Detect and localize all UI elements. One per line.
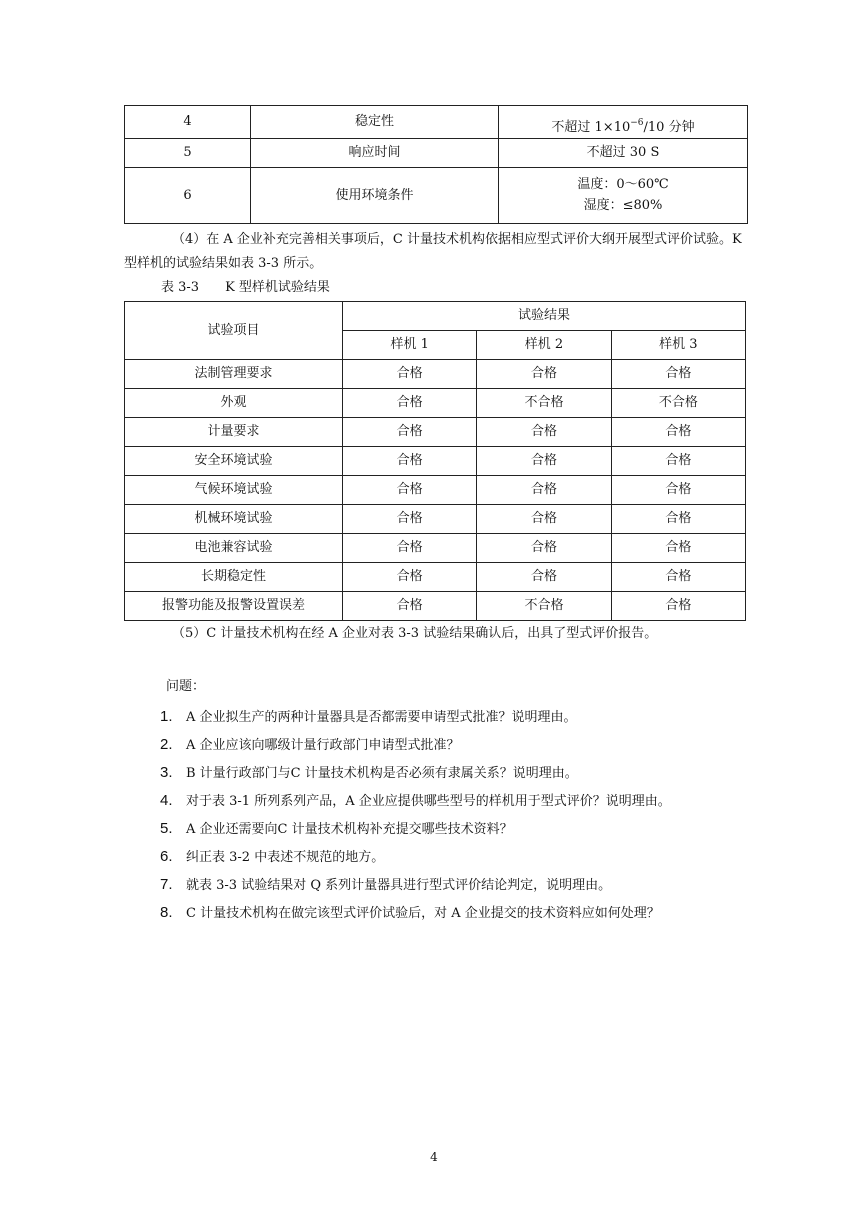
result-cell: 合格 [343,592,477,621]
question-number: 5. [160,820,173,837]
caption-label: 表 3-3 [161,280,200,295]
header-sample-1: 样机 1 [343,331,477,360]
test-item: 报警功能及报警设置误差 [125,592,343,621]
questions-list [160,703,671,927]
question-text: A 企业拟生产的两种计量器具是否都需要申请型式批准？说明理由。 [186,710,577,725]
result-cell: 合格 [611,563,745,592]
spec-item: 响应时间 [251,139,499,168]
table-row [125,592,746,621]
result-cell: 合格 [611,476,745,505]
table-row [125,447,746,476]
test-item: 计量要求 [125,418,343,447]
header-sample-2: 样机 2 [477,331,611,360]
test-item: 安全环境试验 [125,447,343,476]
result-cell: 不合格 [611,389,745,418]
test-item: 气候环境试验 [125,476,343,505]
paragraph-4: （4）在 A 企业补充完善相关事项后，C 计量技术机构依据相应型式评价大纲开展型式评价试验。K 型样机的试验结果如表 3-3 所示。 [124,232,742,271]
result-cell: 合格 [477,505,611,534]
question-item [160,899,671,927]
question-number: 8. [160,904,173,921]
header-test-results: 试验结果 [343,302,746,331]
test-item: 电池兼容试验 [125,534,343,563]
result-cell: 合格 [343,418,477,447]
table-caption [161,276,330,300]
result-cell: 不合格 [477,592,611,621]
question-item [160,787,671,815]
result-cell: 合格 [343,505,477,534]
question-item [160,815,671,843]
result-cell: 合格 [611,534,745,563]
spec-no: 4 [125,106,251,139]
question-text: A 企业还需要向C 计量技术机构补充提交哪些技术资料？ [186,822,513,837]
result-cell: 合格 [343,476,477,505]
spec-no: 6 [125,168,251,224]
result-cell: 合格 [477,360,611,389]
question-number: 3. [160,764,173,781]
table-row [125,418,746,447]
table-row [125,534,746,563]
result-cell: 合格 [343,360,477,389]
table-row [125,106,748,139]
test-item: 长期稳定性 [125,563,343,592]
question-number: 2. [160,736,173,753]
result-cell: 合格 [611,418,745,447]
question-text: 就表 3-3 试验结果对 Q 系列计量器具进行型式评价结论判定，说明理由。 [186,878,612,893]
test-item: 法制管理要求 [125,360,343,389]
caption-title: K 型样机试验结果 [225,280,330,295]
table-row [125,505,746,534]
table-row [125,389,746,418]
result-cell: 合格 [343,534,477,563]
spec-item: 稳定性 [251,106,499,139]
spec-table [124,105,748,224]
result-cell: 不合格 [477,389,611,418]
question-text: A 企业应该向哪级计量行政部门申请型式批准？ [186,738,460,753]
result-cell: 合格 [611,505,745,534]
question-item [160,731,671,759]
questions-title: 问题： [166,679,206,694]
question-text: 对于表 3-1 所列系列产品，A 企业应提供哪些型号的样机用于型式评价？说明理由。 [186,794,671,809]
test-item: 机械环境试验 [125,505,343,534]
results-table [124,301,746,621]
result-cell: 合格 [477,418,611,447]
result-cell: 合格 [611,360,745,389]
question-number: 7. [160,876,173,893]
question-item [160,759,671,787]
table-row [125,168,748,224]
humidity-requirement: 湿度：≤80% [583,198,663,213]
question-item [160,871,671,899]
table-row [125,476,746,505]
question-item [160,703,671,731]
question-number: 6. [160,848,173,865]
result-cell: 合格 [343,389,477,418]
table-header-row [125,302,746,331]
spec-requirement: 不超过 $1\times 10^{-6}/10$ 分钟 [499,106,748,139]
question-number: 4. [160,792,173,809]
question-number: 1. [160,708,173,725]
table-row [125,360,746,389]
spec-requirement: 不超过 30 S [499,139,748,168]
result-cell: 合格 [343,563,477,592]
result-cell: 合格 [477,476,611,505]
table-row [125,139,748,168]
header-sample-3: 样机 3 [611,331,745,360]
spec-item: 使用环境条件 [251,168,499,224]
question-text: B 计量行政部门与C 计量技术机构是否必须有隶属关系？说明理由。 [186,766,578,781]
result-cell: 合格 [611,447,745,476]
temperature-requirement: 温度：0～60℃ [577,177,669,193]
page-number: 4 [430,1150,438,1164]
result-cell: 合格 [611,592,745,621]
result-cell: 合格 [343,447,477,476]
question-text: 纠正表 3-2 中表述不规范的地方。 [186,850,385,865]
header-test-item: 试验项目 [125,302,343,360]
test-item: 外观 [125,389,343,418]
result-cell: 合格 [477,534,611,563]
question-item [160,843,671,871]
paragraph-5: （5）C 计量技术机构在经 A 企业对表 3-3 试验结果确认后，出具了型式评价报告。 [172,626,658,641]
spec-no: 5 [125,139,251,168]
spec-requirement [499,168,748,224]
result-cell: 合格 [477,563,611,592]
result-cell: 合格 [477,447,611,476]
table-row [125,563,746,592]
question-text: C 计量技术机构在做完该型式评价试验后，对 A 企业提交的技术资料应如何处理？ [186,906,660,921]
